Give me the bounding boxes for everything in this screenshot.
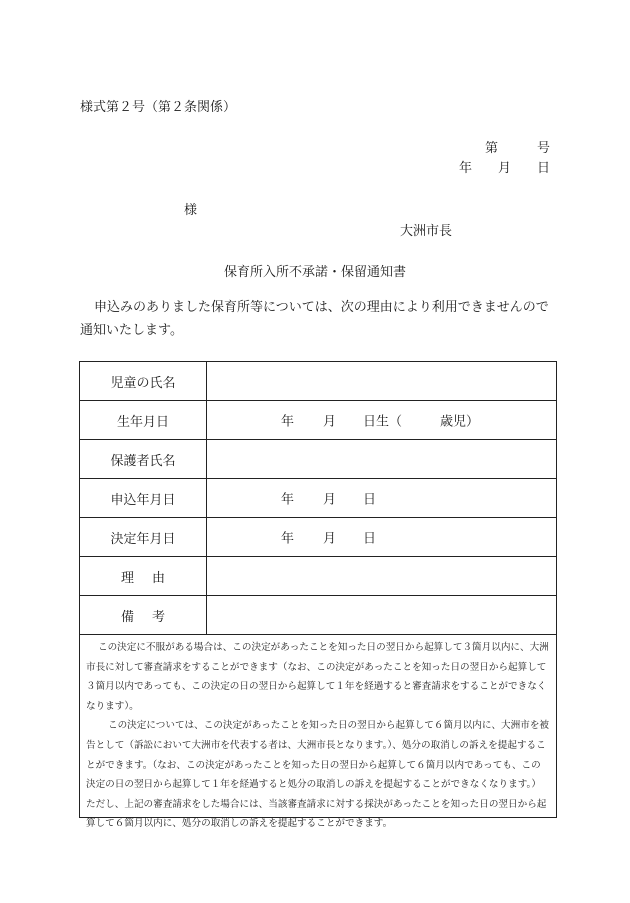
- application-date-label: 申込年月日: [80, 479, 207, 518]
- table-row-birth-date: [80, 401, 557, 440]
- notice-paragraph-review-request: この決定に不服がある場合は、この決定があったことを知った日の翌日から起算して３箇月以内に、大洲市長に対して審査請求をすることができます（なお、この決定があったことを知った日の翌日から起算して３箇月以内であっても、この決定の日の翌日から起算して１年を経過すると審査請求をすることができなくなります）。: [86, 642, 549, 712]
- age-class-unit: 歳児）: [440, 414, 480, 430]
- remarks-value: [207, 596, 557, 635]
- decision-date-value: [207, 518, 557, 557]
- issuer-name: 大洲市長: [400, 224, 453, 239]
- application-day-unit: 日: [363, 492, 377, 508]
- table-row-decision-date: [80, 518, 557, 557]
- reason-label-cell: [80, 557, 207, 596]
- notice-paragraph-lawsuit: この決定については、この決定があったことを知った日の翌日から起算して６箇月以内に、大洲市を被告として（訴訟において大洲市を代表する者は、大洲市長となります。）、処分の取消しの訴えを提起することができます。（なお、この決定があったことを知った日の翌日から起算して６箇月以内であっても、この決定の日の翌日から起算して１年を経過すると処分の取消しの訴えを提起することができなくなります。）ただし、上記の審査請求をした場合には、当該審査請求に対する採決があったことを知った日の翌日から起算して６箇月以内に、処分の取消しの訴えを提起することができます。: [86, 720, 550, 830]
- guardian-name-label: 保護者氏名: [80, 440, 207, 479]
- birth-date-value: [207, 401, 557, 440]
- decision-day-unit: 日: [363, 531, 377, 547]
- form-number: 様式第２号（第２条関係）: [80, 100, 237, 115]
- addressee-suffix: 様: [184, 203, 198, 218]
- table-row-reason: [80, 557, 557, 596]
- birth-month-unit: 月: [323, 414, 337, 430]
- table-row-application-date: [80, 479, 557, 518]
- birth-year-unit: 年: [281, 414, 295, 430]
- appeal-notice: [79, 634, 557, 830]
- application-year-unit: 年: [281, 492, 295, 508]
- decision-year-unit: 年: [281, 531, 295, 547]
- birth-date-label: 生年月日: [80, 401, 207, 440]
- reason-label: 理由: [120, 570, 183, 586]
- document-date: 年 月 日: [458, 161, 550, 176]
- remarks-label: 備考: [120, 609, 183, 625]
- application-month-unit: 月: [323, 492, 337, 508]
- birth-day-unit: 日生（: [363, 414, 403, 430]
- body-text: 申込みのありました保育所等については、次の理由により利用できませんので通知いたします。: [80, 300, 549, 338]
- child-name-value: [207, 362, 557, 401]
- table-row-remarks: [80, 596, 557, 635]
- reason-value: [207, 557, 557, 596]
- decision-date-label: 決定年月日: [80, 518, 207, 557]
- document-number: 第 号: [484, 141, 550, 156]
- table-row-guardian-name: [80, 440, 557, 479]
- child-name-label: 児童の氏名: [80, 362, 207, 401]
- remarks-label-cell: [80, 596, 207, 635]
- decision-month-unit: 月: [323, 531, 337, 547]
- guardian-name-value: [207, 440, 557, 479]
- table-row-child-name: [80, 362, 557, 401]
- application-date-value: [207, 479, 557, 518]
- document-title: 保育所入所不承諾・保留通知書: [223, 265, 406, 280]
- information-table: [79, 361, 557, 635]
